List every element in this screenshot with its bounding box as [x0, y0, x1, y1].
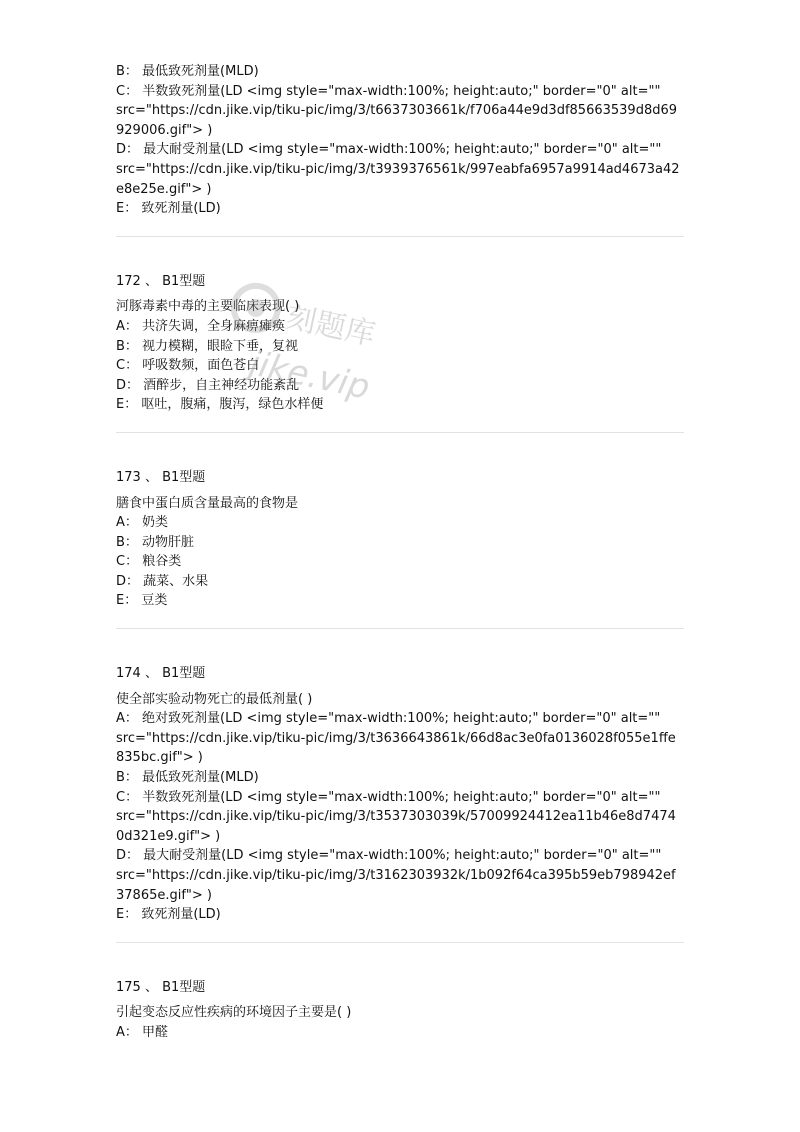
- question-header: 173 、 B1型题: [116, 469, 206, 485]
- option-line: e8e25e.gif"> ): [116, 181, 212, 197]
- question-header: 175 、 B1型题: [116, 979, 206, 995]
- question-stem: 河豚毒素中毒的主要临床表现( ): [116, 299, 300, 315]
- watermark-cn-text: 刻题库: [282, 299, 379, 353]
- option-line: 37865e.gif"> ): [116, 887, 213, 903]
- option-a: A： 甲醛: [116, 1024, 169, 1040]
- option-line: C： 半数致死剂量(LD <img style="max-width:100%; height:auto;" border="0" alt="": [116, 789, 661, 805]
- question-divider: [116, 236, 684, 237]
- question-175: [116, 978, 684, 1043]
- option-line: E： 致死剂量(LD): [116, 907, 221, 923]
- question-divider: [116, 628, 684, 629]
- question-divider: [116, 942, 684, 943]
- document-content: [116, 62, 684, 1043]
- option-d: D： 蔬菜、水果: [116, 573, 209, 589]
- question-stem: 膳食中蛋白质含量最高的食物是: [116, 495, 299, 511]
- option-c: C： 呼吸数频，面色苍白: [116, 358, 260, 374]
- option-line: A： 绝对致死剂量(LD <img style="max-width:100%; height:auto;" border="0" alt="": [116, 711, 661, 727]
- option-c: C： 粮谷类: [116, 554, 182, 570]
- question-173: [116, 468, 684, 611]
- option-line: B： 最低致死剂量(MLD): [116, 64, 259, 79]
- watermark-en-text: jike.vip: [246, 343, 374, 408]
- option-line: 0d321e9.gif"> ): [116, 828, 221, 844]
- option-line: B： 最低致死剂量(MLD): [116, 770, 259, 786]
- question-header: 172 、 B1型题: [116, 273, 206, 289]
- option-e: E： 豆类: [116, 593, 168, 609]
- option-a: A： 共济失调，全身麻痹瘫痪: [116, 318, 286, 334]
- option-line: src="https://cdn.jike.vip/tiku-pic/img/3/t3162303932k/1b092f64ca395b59eb798942ef: [116, 868, 676, 883]
- question-stem: 使全部实验动物死亡的最低剂量( ): [116, 691, 313, 707]
- option-line: src="https://cdn.jike.vip/tiku-pic/img/3/t3636643861k/66d8ac3e0fa0136028f055e1ffe: [116, 730, 676, 746]
- option-line: D： 最大耐受剂量(LD <img style="max-width:100%; height:auto;" border="0" alt="": [116, 142, 662, 158]
- option-line: E： 致死剂量(LD): [116, 201, 221, 217]
- option-line: 835bc.gif"> ): [116, 750, 203, 766]
- question-header: 174 、 B1型题: [116, 666, 206, 682]
- previous-question-options: [116, 62, 684, 219]
- option-a: A： 奶类: [116, 515, 169, 531]
- option-line: src="https://cdn.jike.vip/tiku-pic/img/3/t3537303039k/57009924412ea11b46e8d7474: [116, 809, 676, 825]
- option-e: E： 呕吐，腹痛，腹泻，绿色水样便: [116, 397, 324, 413]
- question-174: [116, 664, 684, 925]
- question-divider: [116, 432, 684, 433]
- question-172: [116, 272, 684, 415]
- question-stem: 引起变态反应性疾病的环境因子主要是( ): [116, 1005, 352, 1021]
- option-line: src="https://cdn.jike.vip/tiku-pic/img/3/t6637303661k/f706a44e9d3df85663539d8d69: [116, 103, 678, 119]
- option-line: 929006.gif"> ): [116, 122, 213, 138]
- option-line: src="https://cdn.jike.vip/tiku-pic/img/3/t3939376561k/997eabfa6957a9914ad4673a42: [116, 161, 680, 177]
- option-d: D： 酒醉步，自主神经功能紊乱: [116, 377, 300, 393]
- option-line: D： 最大耐受剂量(LD <img style="max-width:100%; height:auto;" border="0" alt="": [116, 848, 662, 864]
- option-line: C： 半数致死剂量(LD <img style="max-width:100%; height:auto;" border="0" alt="": [116, 83, 661, 99]
- option-b: B： 动物肝脏: [116, 534, 195, 550]
- option-b: B： 视力模糊，眼睑下垂，复视: [116, 338, 299, 354]
